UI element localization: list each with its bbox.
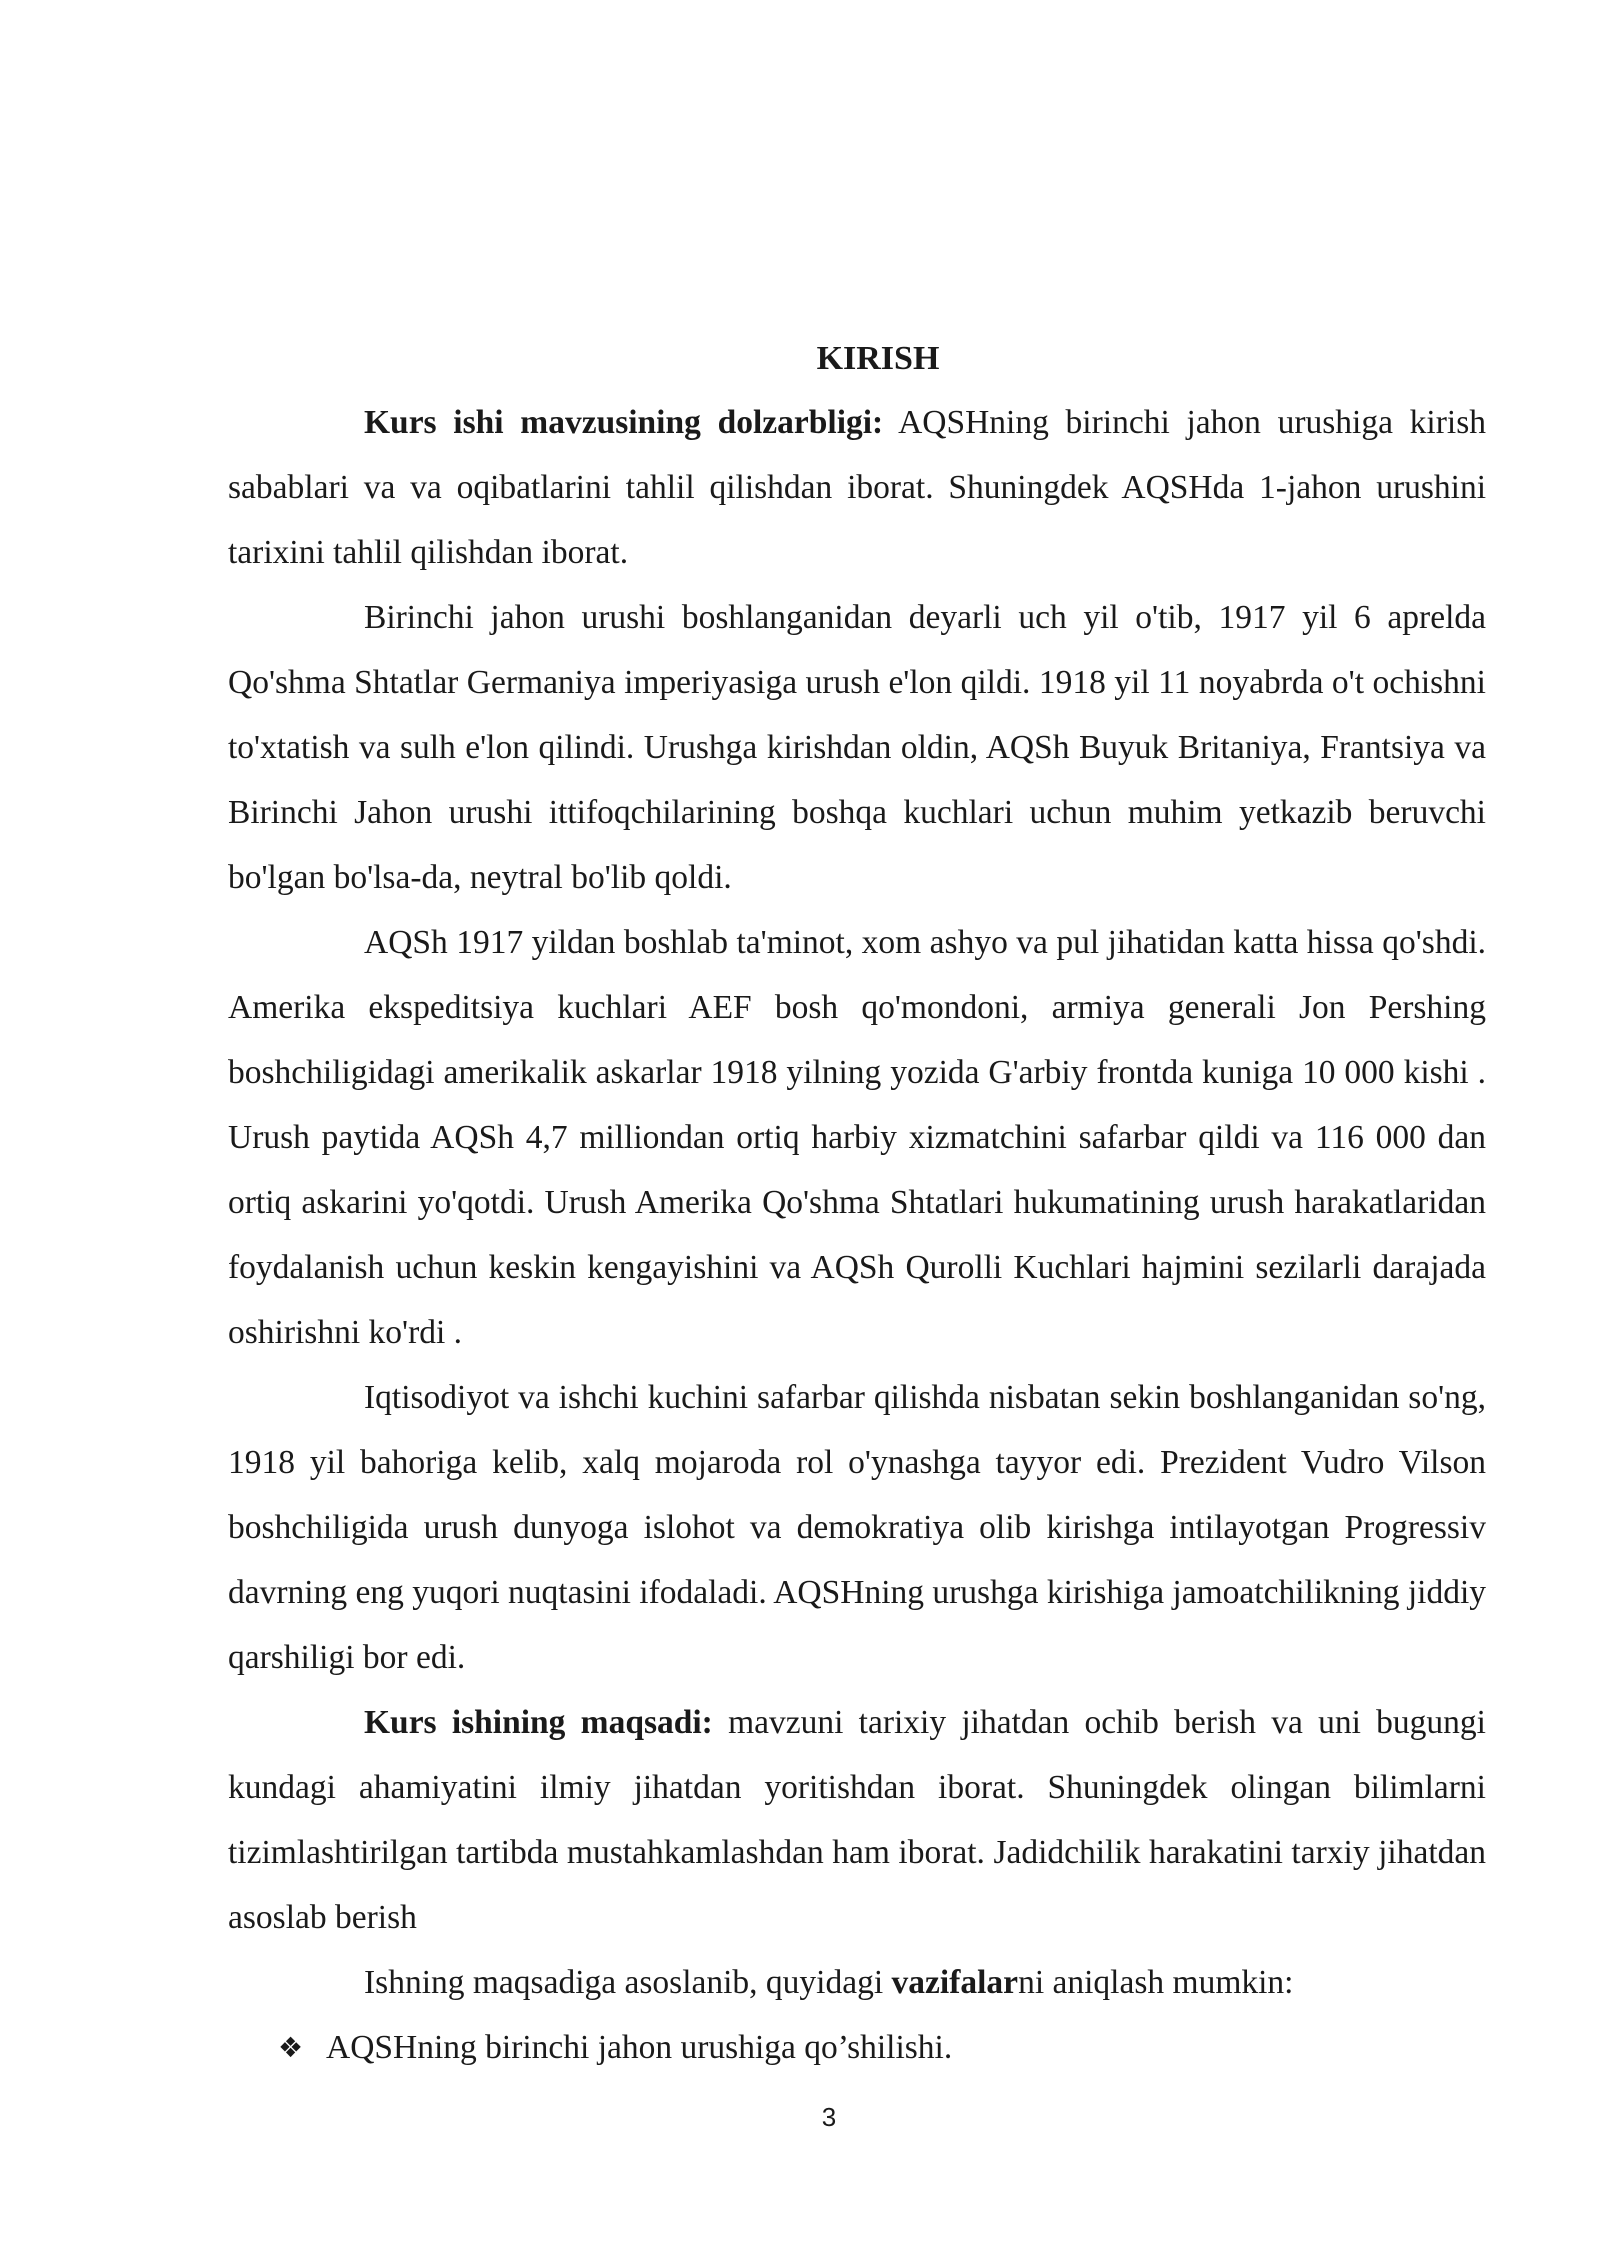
paragraph-contribution	[228, 910, 1486, 1365]
tasks-list	[228, 2015, 1486, 2080]
paragraph-relevance	[228, 390, 1486, 585]
paragraph-lead-goal: Kurs ishining maqsadi:	[364, 1704, 713, 1741]
page-title: KIRISH	[816, 340, 940, 377]
paragraph-text-goal: mavzuni tarixiy jihatdan ochib berish va uni bugungi kundagi ahamiyatini ilmiy jihatdan yoritishdan iborat. Shuningdek olingan bilimlarni tizimlashtirilgan tartibda mustahkamlashdan ham iborat. Jadidchilik harakatini tarxiy jihatdan asoslab berish	[228, 1704, 1486, 1936]
page-content	[228, 328, 1486, 2080]
tasks-intro-before: Ishning maqsadiga asoslanib, quyidagi	[364, 1964, 892, 2001]
list-item-text: AQSHning birinchi jahon urushiga qo’shilishi.	[326, 2029, 953, 2066]
paragraph-lead-relevance: Kurs ishi mavzusining dolzarbligi:	[364, 404, 884, 441]
paragraph-war-entry	[228, 585, 1486, 910]
paragraph-text-war-entry: Birinchi jahon urushi boshlanganidan deyarli uch yil o'tib, 1917 yil 6 aprelda Qo'shma Shtatlar Germaniya imperiyasiga urush e'lon qildi. 1918 yil 11 noyabrda o't ochishni to'xtatish va sulh e'lon qilindi. Urushga kirishdan oldin, AQSh Buyuk Britaniya, Frantsiya va Birinchi Jahon urushi ittifoqchilarining boshqa kuchlari uchun muhim yetkazib beruvchi bo'lgan bo'lsa-da, neytral bo'lib qoldi.	[228, 599, 1486, 896]
list-item	[228, 2015, 1486, 2080]
paragraph-text-contribution: AQSh 1917 yildan boshlab ta'minot, xom ashyo va pul jihatidan katta hissa qo'shdi. Amerika ekspeditsiya kuchlari AEF bosh qo'mondoni, armiya generali Jon Pershing boshchiligidagi amerikalik askarlar 1918 yilning yozida G'arbiy frontda kuniga 10 000 kishi . Urush paytida AQSh 4,7 milliondan ortiq harbiy xizmatchini safarbar qildi va 116 000 dan ortiq askarini yo'qotdi. Urush Amerika Qo'shma Shtatlari hukumatining urush harakatlaridan foydalanish uchun keskin kengayishini va AQSh Qurolli Kuchlari hajmini sezilarli darajada oshirishni ko'rdi .	[228, 924, 1486, 1351]
tasks-intro-after: ni aniqlash mumkin:	[1018, 1964, 1294, 2001]
tasks-intro-bold: vazifalar	[891, 1964, 1019, 2001]
paragraph-tasks-intro	[228, 1950, 1486, 2015]
paragraph-goal	[228, 1690, 1486, 1950]
paragraph-text-relevance: AQSHning birinchi jahon urushiga kirish sabablari va va oqibatlarini tahlil qilishdan iborat. Shuningdek AQSHda 1-jahon urushini tarixini tahlil qilishdan iborat.	[228, 404, 1486, 571]
diamond-bullet-icon: ❖	[278, 2031, 304, 2064]
paragraph-economy	[228, 1365, 1486, 1690]
paragraph-text-economy: Iqtisodiyot va ishchi kuchini safarbar qilishda nisbatan sekin boshlanganidan so'ng, 1918 yil bahoriga kelib, xalq mojaroda rol o'ynashga tayyor edi. Prezident Vudro Vilson boshchiligida urush dunyoga islohot va demokratiya olib kirishga intilayotgan Progressiv davrning eng yuqori nuqtasini ifodaladi. AQSHning urushga kirishiga jamoatchilikning jiddiy qarshiligi bor edi.	[228, 1379, 1486, 1676]
page-number: 3	[821, 2102, 837, 2132]
